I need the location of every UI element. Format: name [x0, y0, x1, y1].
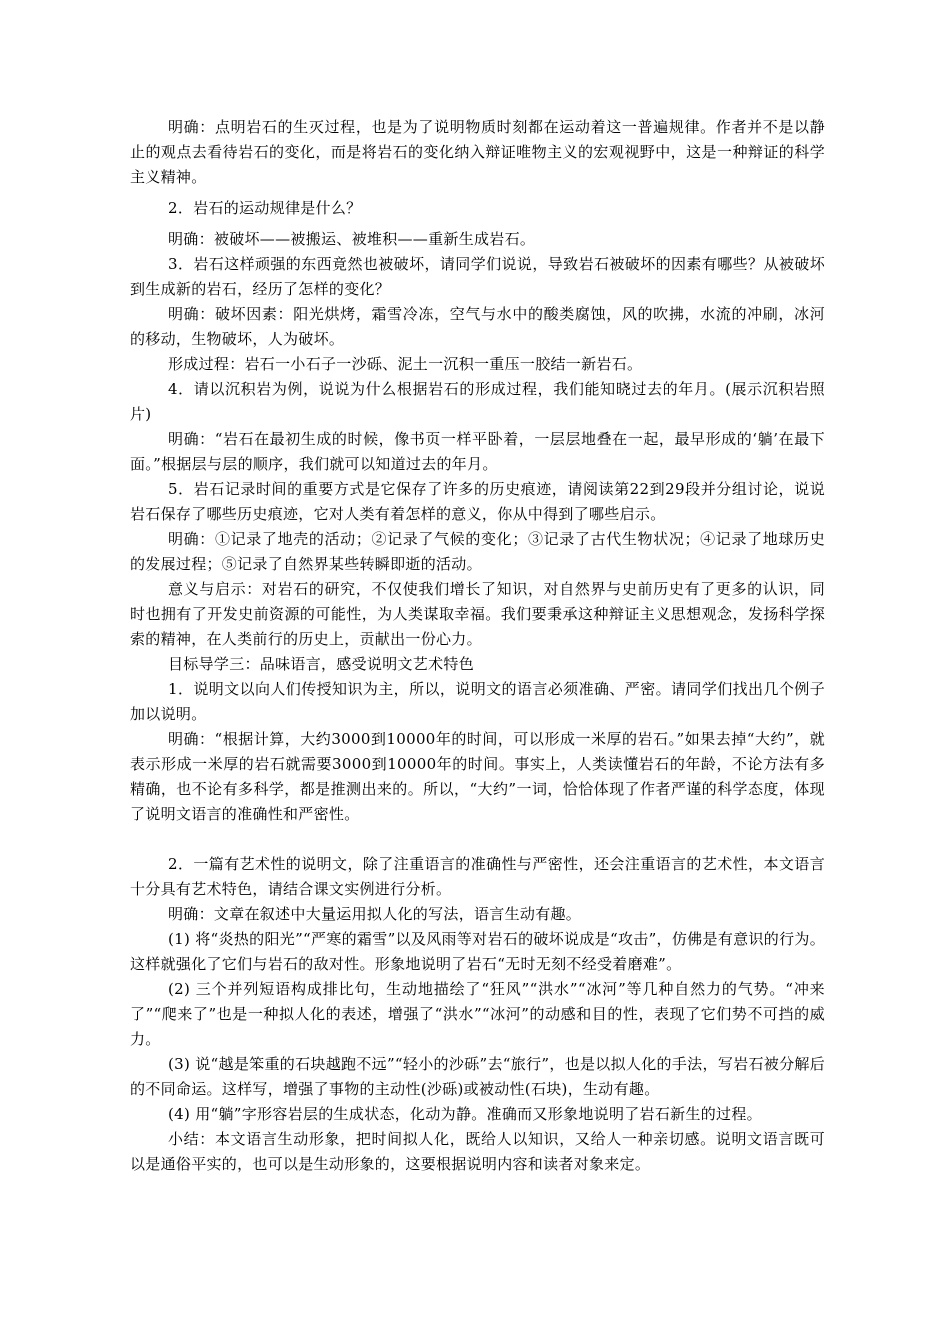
summary: 小结：本文语言生动形象，把时间拟人化，既给人以知识，又给人一种亲切感。说明文语言既可以是通俗平实的，也可以是生动形象的，这要根据说明内容和读者对象来定。 — [130, 1130, 825, 1173]
goal-3-question-2: 2．一篇有艺术性的说明文，除了注重语言的准确性与严密性，还会注重语言的艺术性，本文语言十分具有艺术特色，请结合课文实例进行分析。 — [130, 855, 825, 898]
section-heading-goal-3: 目标导学三：品味语言，感受说明文艺术特色 — [168, 655, 475, 673]
example-3: (3) 说“越是笨重的石块越跑不远”“轻小的沙砾”去“旅行”，也是以拟人化的手法，写岩石被分解后的不同命运。这样写，增强了事物的主动性(沙砾)或被动性(石块)，生动有趣。 — [130, 1055, 825, 1098]
answer-5: 明确：①记录了地壳的活动；②记录了气候的变化；③记录了古代生物状况；④记录了地球历史的发展过程；⑤记录了自然界某些转瞬即逝的活动。 — [130, 530, 825, 573]
goal-3-question-1: 1．说明文以向人们传授知识为主，所以，说明文的语言必须准确、严密。请同学们找出几个例子加以说明。 — [130, 680, 825, 723]
paragraph-rock-lifecycle-answer: 明确：点明岩石的生灭过程，也是为了说明物质时刻都在运动着这一普遍规律。作者并不是以静止的观点去看待岩石的变化，而是将岩石的变化纳入辩证唯物主义的宏观视野中，这是一种辩证的科学主义精神。 — [130, 118, 825, 186]
answer-5-meaning: 意义与启示：对岩石的研究，不仅使我们增长了知识，对自然界与史前历史有了更多的认识，同时也拥有了开发史前资源的可能性，为人类谋取幸福。我们要秉承这种辩证主义思想观念，发扬科学探索的精神，在人类前行的历史上，贡献出一份心力。 — [130, 580, 825, 648]
question-5: 5．岩石记录时间的重要方式是它保存了许多的历史痕迹，请阅读第22到29段并分组讨论，说说岩石保存了哪些历史痕迹，它对人类有着怎样的意义，你从中得到了哪些启示。 — [130, 480, 825, 523]
example-1: (1) 将“炎热的阳光”“严寒的霜雪”以及风雨等对岩石的破坏说成是“攻击”，仿佛是有意识的行为。这样就强化了它们与岩石的敌对性。形象地说明了岩石“无时无刻不经受着磨难”。 — [130, 930, 825, 973]
goal-3-answer-1: 明确：“根据计算，大约3000到10000年的时间，可以形成一米厚的岩石。”如果去掉“大约”，就表示形成一米厚的岩石就需要3000到10000年的时间。事实上，人类读懂岩石的年龄，不论方法有多精确，也不论有多科学，都是推测出来的。所以，“大约”一词，恰恰体现了作者严谨的科学态度，体现了说明文语言的准确性和严密性。 — [130, 730, 825, 823]
answer-3-factors: 明确：破坏因素：阳光烘烤，霜雪冷冻，空气与水中的酸类腐蚀，风的吹拂，水流的冲刷，冰河的移动，生物破坏，人为破坏。 — [130, 305, 825, 348]
question-2: 2．岩石的运动规律是什么？ — [168, 199, 362, 217]
question-4: 4．请以沉积岩为例，说说为什么根据岩石的形成过程，我们能知晓过去的年月。(展示沉积岩照片) — [130, 380, 825, 423]
example-4: (4) 用“躺”字形容岩层的生成状态，化动为静。准确而又形象地说明了岩石新生的过程。 — [168, 1105, 762, 1123]
answer-2: 明确：被破坏——被搬运、被堆积——重新生成岩石。 — [168, 230, 536, 248]
answer-3-process: 形成过程：岩石一小石子一沙砾、泥土一沉积一重压一胶结一新岩石。 — [168, 355, 643, 373]
answer-4: 明确：“岩石在最初生成的时候，像书页一样平卧着，一层层地叠在一起，最早形成的‘躺’在最下面。”根据层与层的顺序，我们就可以知道过去的年月。 — [130, 430, 825, 473]
example-2: (2) 三个并列短语构成排比句，生动地描绘了“狂风”“洪水”“冰河”等几种自然力的气势。“冲来了”“爬来了”也是一种拟人化的表述，增强了“洪水”“冰河”的动感和目的性，表现了它们势不可挡的威力。 — [130, 980, 825, 1048]
question-3: 3．岩石这样顽强的东西竟然也被破坏，请同学们说说，导致岩石被破坏的因素有哪些？从被破坏到生成新的岩石，经历了怎样的变化？ — [130, 255, 825, 298]
goal-3-answer-2: 明确：文章在叙述中大量运用拟人化的写法，语言生动有趣。 — [168, 905, 582, 923]
